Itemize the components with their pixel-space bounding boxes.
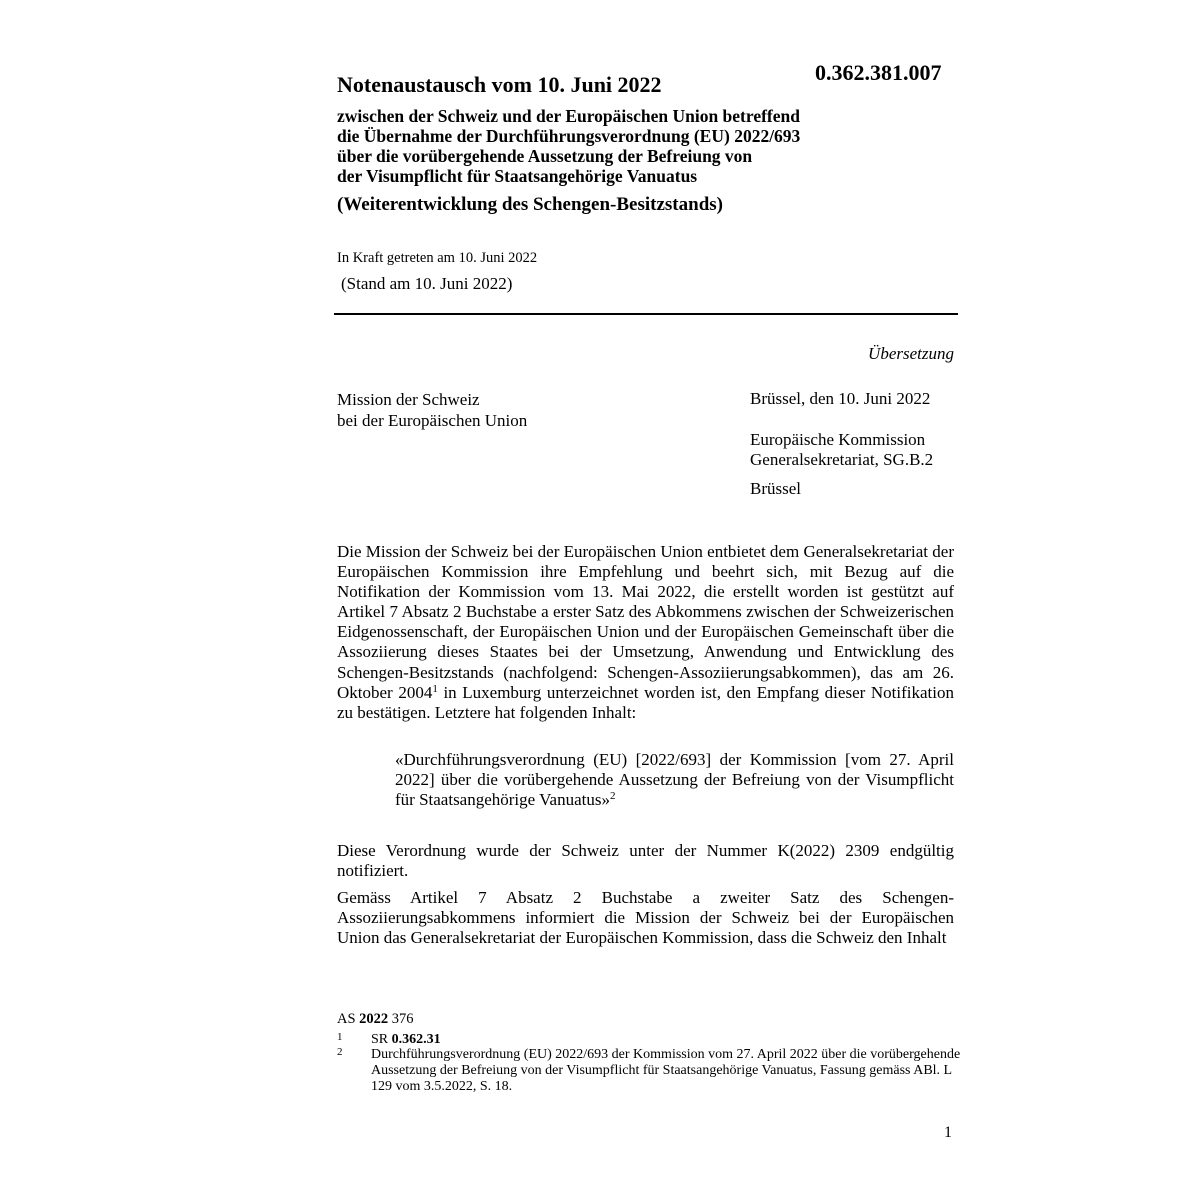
footnote-2: Durchführungsverordnung (EU) 2022/693 der Kommission vom 27. April 2022 über die vorübergehende Aussetzung der Befreiung von der Visumpflicht für Staatsangehörige Vanuatus, Fassung gemäss ABl. L 129 vom 3.5.2022, S. 18.	[371, 1047, 961, 1094]
subtitle-line: über die vorübergehende Aussetzung der Befreiung von	[337, 146, 753, 166]
document-subtitle	[337, 106, 800, 186]
as-page: 376	[391, 1011, 414, 1027]
sr-number: 0.362.381.007	[815, 60, 942, 85]
footnote-reference[interactable]: 1	[432, 682, 438, 695]
subtitle-parenthetical: (Weiterentwicklung des Schengen-Besitzstands)	[337, 194, 723, 215]
footnote-1	[371, 1032, 441, 1048]
recipient-line: Europäische Kommission	[750, 430, 926, 449]
as-reference	[337, 1011, 414, 1028]
footnote-marker: 1	[337, 1031, 343, 1043]
body-paragraph: Gemäss Artikel 7 Absatz 2 Buchstabe a zweiter Satz des Schengen-Assoziierungsabkommens informiert die Mission der Schweiz bei der Europäischen Union das Generalsekretariat der Europäischen Kommission, dass die Schweiz den Inhalt	[337, 888, 954, 948]
subtitle-line: der Visumpflicht für Staatsangehörige Vanuatus	[337, 166, 698, 186]
recipient-city: Brüssel	[750, 479, 801, 498]
footnote-prefix: SR	[371, 1032, 389, 1047]
footnote-marker: 2	[337, 1046, 343, 1058]
footnote-reference[interactable]: 2	[609, 790, 616, 803]
document-title: Notenaustausch vom 10. Juni 2022	[337, 72, 662, 97]
sender-line: Mission der Schweiz	[337, 390, 480, 409]
quote-text: «Durchführungsverordnung (EU) [2022/693] der Kommission [vom 27. April 2022] über die vorübergehende Aussetzung der Befreiung von der Visumpflicht für Staatsangehörige Vanuatus»	[395, 750, 954, 810]
as-year: 2022	[359, 1011, 389, 1027]
sr-reference[interactable]: 0.362.31	[391, 1032, 441, 1047]
body-paragraph: Diese Verordnung wurde der Schweiz unter der Nummer K(2022) 2309 endgültig notifiziert.	[337, 841, 954, 881]
sender-address	[337, 389, 527, 431]
translation-label: Übersetzung	[868, 344, 954, 363]
recipient-line: Generalsekretariat, SG.B.2	[750, 450, 934, 469]
header-divider	[334, 313, 958, 315]
as-prefix: AS	[337, 1011, 356, 1027]
quoted-notification	[395, 750, 954, 810]
status-date: (Stand am 10. Juni 2022)	[341, 274, 513, 293]
place-date: Brüssel, den 10. Juni 2022	[750, 389, 931, 408]
subtitle-line: die Übernahme der Durchführungsverordnung (EU) 2022/693	[337, 126, 801, 146]
subtitle-line: zwischen der Schweiz und der Europäischen Union betreffend	[337, 106, 800, 126]
recipient-address	[750, 430, 933, 470]
body-paragraph	[337, 542, 954, 723]
in-force-date: In Kraft getreten am 10. Juni 2022	[337, 250, 538, 266]
paragraph-text: in Luxemburg unterzeichnet worden ist, den Empfang dieser Notifikation zu bestätigen. Letztere hat folgenden Inhalt:	[337, 682, 954, 722]
sender-line: bei der Europäischen Union	[337, 411, 528, 430]
paragraph-text: Die Mission der Schweiz bei der Europäischen Union entbietet dem Generalsekretariat der Europäischen Kommission ihre Empfehlung und beehrt sich, mit Bezug auf die Notifikation der Kommission vom 13. Mai 2022, die erstellt worden ist gestützt auf Artikel 7 Absatz 2 Buchstabe a erster Satz des Abkommens zwischen der Schweizerischen Eidgenossenschaft, der Europäischen Union und der Europäischen Gemeinschaft über die Assoziierung dieses Staates bei der Umsetzung, Anwendung und Entwicklung des Schengen-Besitzstands (nachfolgend: Schengen-Assoziierungsabkommen), das am 26. Oktober 2004	[337, 542, 954, 702]
page-number: 1	[944, 1124, 952, 1141]
